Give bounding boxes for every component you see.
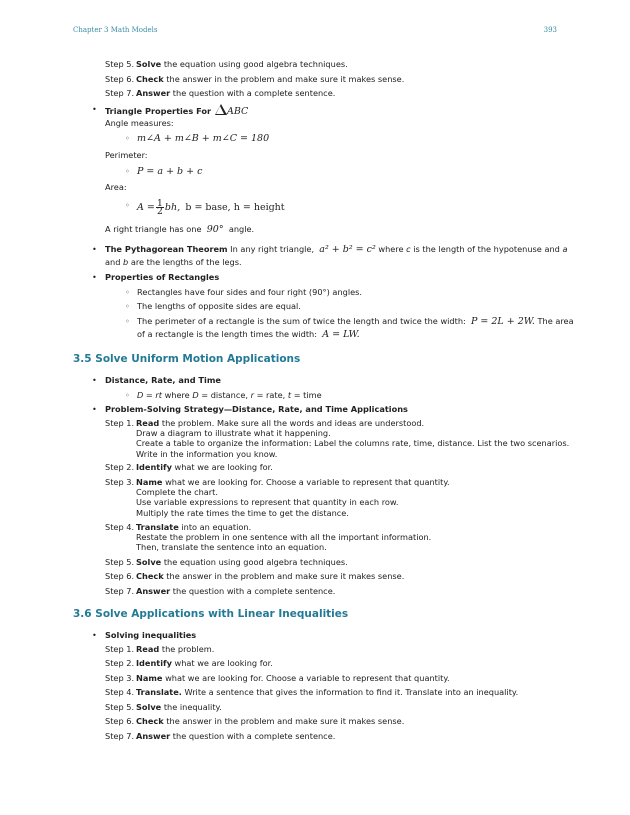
list-item: ◦ The lengths of opposite sides are equal. bbox=[137, 301, 301, 312]
fraction: $\frac{1}{2}$ bbox=[156, 198, 163, 217]
strategy-heading: • Problem-Solving Strategy—Distance, Rate, and Time Applications bbox=[105, 404, 408, 415]
step-row: Step 3. Name what we are looking for. Choose a variable to represent that quantity. Complete the chart. Use variable expressions to represent that quantity in each row. Multiply the rate times the time to get the distance. bbox=[105, 477, 450, 518]
angle-formula: ◦ m∠A + m∠B + m∠C = 180 bbox=[137, 133, 269, 144]
perimeter-formula: ◦ P = a + b + c bbox=[137, 166, 202, 177]
triangle-heading: • Triangle Properties For ABC bbox=[105, 104, 248, 117]
angle-label: Angle measures: bbox=[105, 118, 174, 128]
right-triangle-note: A right triangle has one 90° angle. bbox=[105, 224, 255, 235]
section-title-3-5: 3.5 Solve Uniform Motion Applications bbox=[73, 353, 301, 365]
chapter-title: Chapter 3 Math Models bbox=[73, 26, 158, 34]
step-row: Step 5. Solve the equation using good algebra techniques. bbox=[105, 59, 348, 69]
step-row: Step 6. Check the answer in the problem and make sure it makes sense. bbox=[105, 74, 405, 84]
step-row: Step 6. Check the answer in the problem and make sure it makes sense. bbox=[105, 716, 405, 726]
area-label: Area: bbox=[105, 182, 127, 192]
rectangles-heading: • Properties of Rectangles bbox=[105, 272, 219, 283]
step-row: Step 2. Identify what we are looking for. bbox=[105, 658, 273, 668]
page-header bbox=[73, 26, 557, 38]
section-title-3-6: 3.6 Solve Applications with Linear Inequalities bbox=[73, 608, 349, 620]
step-row: Step 1. Read the problem. Make sure all the words and ideas are understood. Draw a diagram to illustrate what it happening. Create a table to organize the information: Label the columns rate, time, distance. List the two scenarios. Write in the information you know. bbox=[105, 418, 570, 459]
page-number: 393 bbox=[543, 26, 557, 34]
drt-heading: • Distance, Rate, and Time bbox=[105, 375, 221, 386]
step-row: Step 2. Identify what we are looking for. bbox=[105, 462, 273, 472]
list-item: ◦ The perimeter of a rectangle is the sum of twice the length and twice the width: P = 2L + 2W. The area bbox=[137, 316, 574, 327]
drt-formula: ◦ D = rt where D = distance, r = rate, t = time bbox=[137, 390, 322, 401]
inequalities-heading: • Solving inequalities bbox=[105, 630, 196, 641]
step-row: Step 7. Answer the question with a complete sentence. bbox=[105, 731, 336, 741]
step-row: Step 5. Solve the inequality. bbox=[105, 702, 222, 712]
perimeter-label: Perimeter: bbox=[105, 150, 148, 160]
step-row: Step 4. Translate. Write a sentence that gives the information to find it. Translate into an inequality. bbox=[105, 687, 519, 697]
rectangle-area-line: of a rectangle is the length times the width: A = LW. bbox=[137, 329, 360, 340]
pythagorean-line2: and b are the lengths of the legs. bbox=[105, 257, 242, 267]
area-formula: ◦ A = $\frac{1}{2}$ bh, b = base, h = height bbox=[137, 200, 285, 215]
step-row: Step 7. Answer the question with a complete sentence. bbox=[105, 88, 336, 98]
list-item: ◦ Rectangles have four sides and four right (90°) angles. bbox=[137, 287, 362, 298]
step-row: Step 4. Translate into an equation. Restate the problem in one sentence with all the important information. Then, translate the sentence into an equation. bbox=[105, 522, 432, 553]
step-row: Step 3. Name what we are looking for. Choose a variable to represent that quantity. bbox=[105, 673, 450, 683]
step-row: Step 7. Answer the question with a complete sentence. bbox=[105, 586, 336, 596]
step-row: Step 1. Read the problem. bbox=[105, 644, 215, 654]
pythagorean-theorem: • The Pythagorean Theorem In any right triangle, a² + b² = c² where c is the length of the hypotenuse and a bbox=[105, 244, 567, 255]
step-row: Step 5. Solve the equation using good algebra techniques. bbox=[105, 557, 348, 567]
step-row: Step 6. Check the answer in the problem and make sure it makes sense. bbox=[105, 571, 405, 581]
triangle-icon bbox=[215, 104, 227, 115]
